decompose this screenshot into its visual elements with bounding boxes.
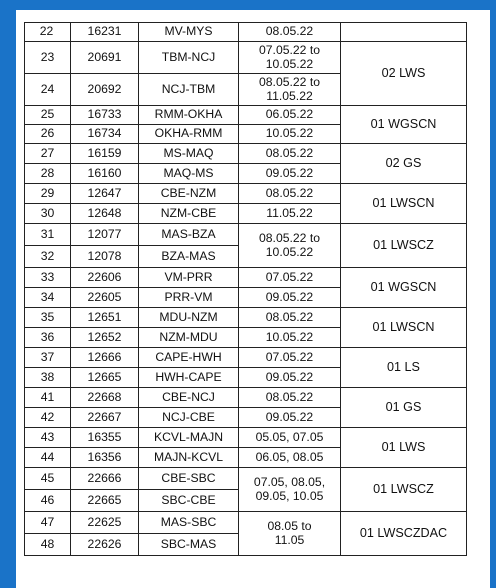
- journey-date: 08.05.22: [239, 388, 341, 408]
- journey-date: 08.05 to 11.05: [239, 512, 341, 556]
- serial-number: 34: [25, 288, 71, 308]
- loco-coach: 01 LWS: [341, 428, 467, 468]
- journey-date: 07.05.22: [239, 268, 341, 288]
- table-row: [25, 23, 467, 42]
- serial-number: 25: [25, 106, 71, 125]
- train-route: CBE-NCJ: [139, 388, 239, 408]
- journey-date: 08.05.22: [239, 308, 341, 328]
- journey-date: 10.05.22: [239, 125, 341, 144]
- serial-number: 30: [25, 204, 71, 224]
- train-number: 22668: [71, 388, 139, 408]
- loco-coach: 01 LWSCZ: [341, 224, 467, 268]
- loco-coach: 01 WGSCN: [341, 268, 467, 308]
- train-route: PRR-VM: [139, 288, 239, 308]
- serial-number: 36: [25, 328, 71, 348]
- journey-date: 09.05.22: [239, 164, 341, 184]
- serial-number: 28: [25, 164, 71, 184]
- train-route: KCVL-MAJN: [139, 428, 239, 448]
- train-schedule-table: [24, 22, 467, 556]
- train-number: 16159: [71, 144, 139, 164]
- journey-date: 07.05.22 to 10.05.22: [239, 42, 341, 74]
- journey-date: 06.05, 08.05: [239, 448, 341, 468]
- journey-date: 08.05.22 to 10.05.22: [239, 224, 341, 268]
- train-number: 22666: [71, 468, 139, 490]
- journey-date: 08.05.22: [239, 184, 341, 204]
- window-right-border: [490, 0, 496, 588]
- loco-coach: 01 LWSCZDAC: [341, 512, 467, 556]
- train-number: 22667: [71, 408, 139, 428]
- train-route: HWH-CAPE: [139, 368, 239, 388]
- serial-number: 37: [25, 348, 71, 368]
- train-number: 22665: [71, 490, 139, 512]
- table-row: [25, 224, 467, 246]
- serial-number: 33: [25, 268, 71, 288]
- train-number: 16734: [71, 125, 139, 144]
- serial-number: 22: [25, 23, 71, 42]
- train-route: CAPE-HWH: [139, 348, 239, 368]
- serial-number: 47: [25, 512, 71, 534]
- train-number: 22605: [71, 288, 139, 308]
- train-route: MAS-BZA: [139, 224, 239, 246]
- journey-date: 07.05.22: [239, 348, 341, 368]
- train-route: CBE-SBC: [139, 468, 239, 490]
- train-number: 16160: [71, 164, 139, 184]
- table-row: [25, 144, 467, 164]
- serial-number: 32: [25, 246, 71, 268]
- table-row: [25, 268, 467, 288]
- journey-date: 09.05.22: [239, 368, 341, 388]
- train-number: 20692: [71, 74, 139, 106]
- table-row: [25, 184, 467, 204]
- train-route: NCJ-CBE: [139, 408, 239, 428]
- table-row: [25, 308, 467, 328]
- train-number: 12648: [71, 204, 139, 224]
- serial-number: 24: [25, 74, 71, 106]
- serial-number: 41: [25, 388, 71, 408]
- table-row: [25, 388, 467, 408]
- train-route: MV-MYS: [139, 23, 239, 42]
- journey-date: 05.05, 07.05: [239, 428, 341, 448]
- table-row: [25, 348, 467, 368]
- train-route: RMM-OKHA: [139, 106, 239, 125]
- train-route: VM-PRR: [139, 268, 239, 288]
- loco-coach: 01 LWSCZ: [341, 468, 467, 512]
- serial-number: 31: [25, 224, 71, 246]
- train-route: CBE-NZM: [139, 184, 239, 204]
- train-number: 20691: [71, 42, 139, 74]
- serial-number: 43: [25, 428, 71, 448]
- train-number: 16231: [71, 23, 139, 42]
- train-number: 22606: [71, 268, 139, 288]
- train-route: TBM-NCJ: [139, 42, 239, 74]
- journey-date: 09.05.22: [239, 288, 341, 308]
- journey-date: 08.05.22 to 11.05.22: [239, 74, 341, 106]
- train-route: NZM-CBE: [139, 204, 239, 224]
- serial-number: 35: [25, 308, 71, 328]
- serial-number: 48: [25, 534, 71, 556]
- journey-date: 10.05.22: [239, 328, 341, 348]
- train-route: MAQ-MS: [139, 164, 239, 184]
- table-row: [25, 428, 467, 448]
- train-number: 16356: [71, 448, 139, 468]
- loco-coach: 01 GS: [341, 388, 467, 428]
- serial-number: 45: [25, 468, 71, 490]
- train-route: MS-MAQ: [139, 144, 239, 164]
- table-row: [25, 106, 467, 125]
- journey-date: 09.05.22: [239, 408, 341, 428]
- loco-coach: 01 LS: [341, 348, 467, 388]
- train-route: SBC-MAS: [139, 534, 239, 556]
- train-number: 16733: [71, 106, 139, 125]
- train-number: 12652: [71, 328, 139, 348]
- serial-number: 44: [25, 448, 71, 468]
- train-number: 22626: [71, 534, 139, 556]
- loco-coach: 01 WGSCN: [341, 106, 467, 144]
- train-route: MDU-NZM: [139, 308, 239, 328]
- table-row: [25, 468, 467, 490]
- serial-number: 26: [25, 125, 71, 144]
- journey-date: 11.05.22: [239, 204, 341, 224]
- journey-date: 07.05, 08.05, 09.05, 10.05: [239, 468, 341, 512]
- table-row: [25, 512, 467, 534]
- journey-date: 08.05.22: [239, 144, 341, 164]
- train-route: MAJN-KCVL: [139, 448, 239, 468]
- train-number: 12078: [71, 246, 139, 268]
- train-number: 12077: [71, 224, 139, 246]
- table-row: [25, 42, 467, 74]
- serial-number: 46: [25, 490, 71, 512]
- train-route: NZM-MDU: [139, 328, 239, 348]
- train-number: 12665: [71, 368, 139, 388]
- train-route: OKHA-RMM: [139, 125, 239, 144]
- train-route: MAS-SBC: [139, 512, 239, 534]
- train-number: 22625: [71, 512, 139, 534]
- loco-coach: 01 LWSCN: [341, 308, 467, 348]
- journey-date: 06.05.22: [239, 106, 341, 125]
- train-number: 16355: [71, 428, 139, 448]
- window-top-border: [0, 0, 496, 10]
- serial-number: 27: [25, 144, 71, 164]
- train-route: BZA-MAS: [139, 246, 239, 268]
- window-left-border: [0, 0, 16, 588]
- train-route: SBC-CBE: [139, 490, 239, 512]
- loco-coach: [341, 23, 467, 42]
- train-number: 12647: [71, 184, 139, 204]
- journey-date: 08.05.22: [239, 23, 341, 42]
- serial-number: 42: [25, 408, 71, 428]
- loco-coach: 02 GS: [341, 144, 467, 184]
- serial-number: 38: [25, 368, 71, 388]
- loco-coach: 01 LWSCN: [341, 184, 467, 224]
- train-route: NCJ-TBM: [139, 74, 239, 106]
- train-number: 12666: [71, 348, 139, 368]
- serial-number: 29: [25, 184, 71, 204]
- serial-number: 23: [25, 42, 71, 74]
- loco-coach: 02 LWS: [341, 42, 467, 106]
- train-number: 12651: [71, 308, 139, 328]
